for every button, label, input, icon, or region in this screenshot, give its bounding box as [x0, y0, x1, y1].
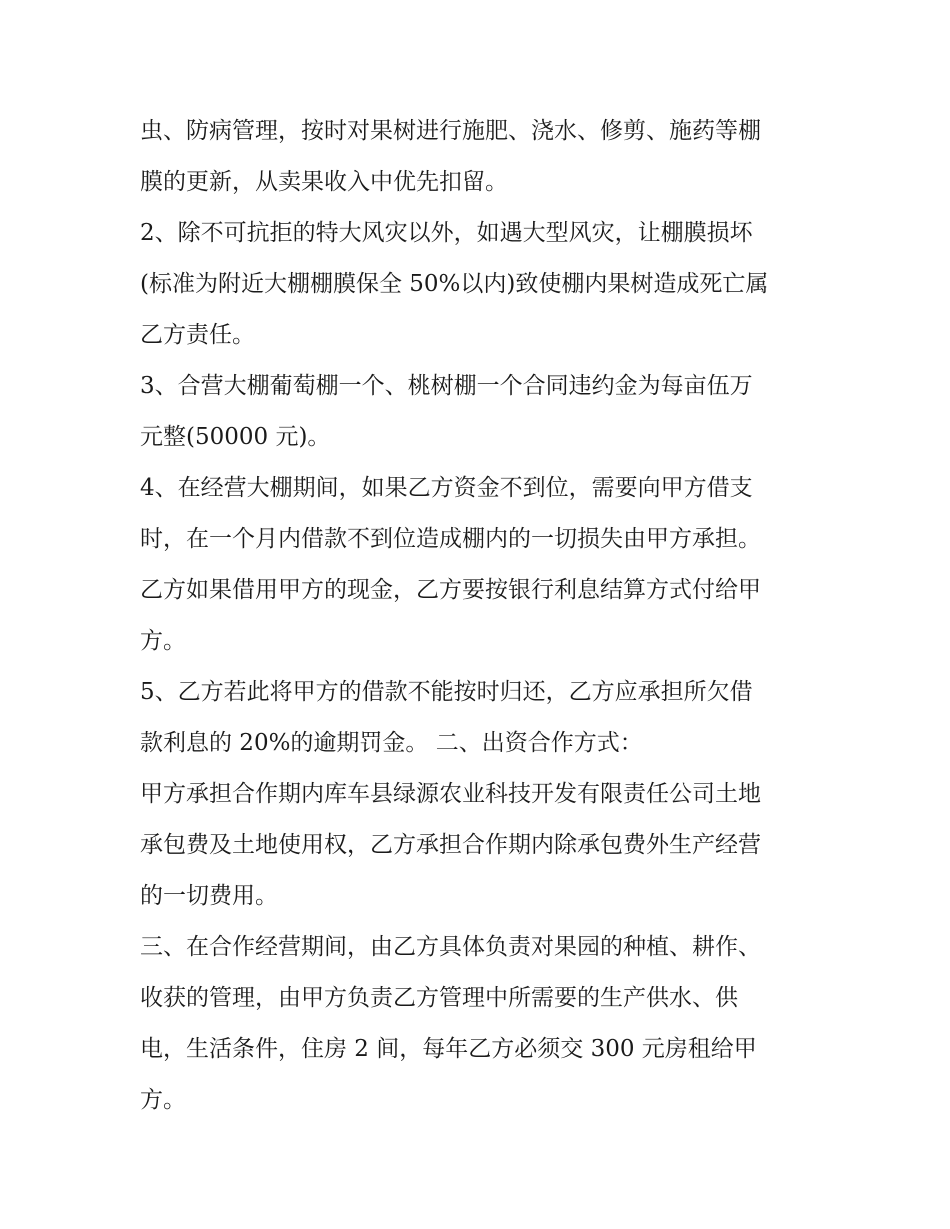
- text-line: 5、乙方若此将甲方的借款不能按时归还，乙方应承担所欠借: [140, 679, 753, 705]
- text-line: 电，生活条件，住房 2 间，每年乙方必须交 300 元房租给甲: [140, 1036, 757, 1062]
- text-line: 时，在一个月内借款不到位造成棚内的一切损失由甲方承担。: [140, 526, 761, 552]
- text-line: 元整(50000 元)。: [140, 424, 331, 450]
- text-line: 款利息的 20%的逾期罚金。 二、出资合作方式：: [140, 730, 643, 756]
- document-body: [140, 106, 815, 1126]
- text-line: (标准为附近大棚棚膜保全 50%以内)致使棚内果树造成死亡属: [140, 271, 769, 297]
- text-line: 三、在合作经营期间，由乙方具体负责对果园的种植、耕作、: [140, 934, 761, 960]
- text-line: 膜的更新，从卖果收入中优先扣留。: [140, 169, 508, 195]
- text-line: 乙方责任。: [140, 322, 255, 348]
- text-line: 收获的管理，由甲方负责乙方管理中所需要的生产供水、供: [140, 985, 738, 1011]
- text-line: 虫、防病管理，按时对果树进行施肥、浇水、修剪、施药等棚: [140, 118, 761, 144]
- text-line: 3、合营大棚葡萄棚一个、桃树棚一个合同违约金为每亩伍万: [140, 373, 753, 399]
- text-line: 方。: [140, 1087, 186, 1113]
- text-line: 4、在经营大棚期间，如果乙方资金不到位，需要向甲方借支: [140, 475, 753, 501]
- text-line: 方。: [140, 628, 186, 654]
- text-line: 甲方承担合作期内库车县绿源农业科技开发有限责任公司土地: [140, 781, 761, 807]
- text-line: 承包费及土地使用权，乙方承担合作期内除承包费外生产经营: [140, 832, 761, 858]
- text-line: 乙方如果借用甲方的现金，乙方要按银行利息结算方式付给甲: [140, 577, 761, 603]
- text-line: 的一切费用。: [140, 883, 278, 909]
- text-line: 2、除不可抗拒的特大风灾以外，如遇大型风灾，让棚膜损坏: [140, 220, 753, 246]
